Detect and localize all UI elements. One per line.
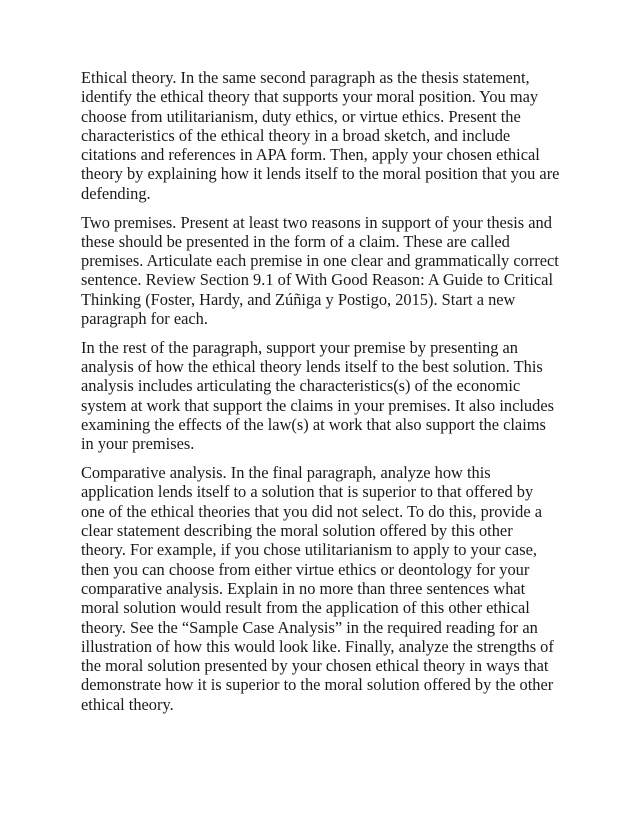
paragraph-premise-support: In the rest of the paragraph, support your premise by presenting an analysis of how the ethical theory lends itself to the best solution. This analysis includes articulating the characteristics(s) of the economic system at work that support the claims in your premises. It also includes examining the effects of the law(s) at work that also support the claims in your premises. [81,337,554,454]
document-body [81,68,581,724]
paragraph-two-premises: Two premises. Present at least two reasons in support of your thesis and these should be presented in the form of a claim. These are called premises. Articulate each premise in one clear and grammatically correct sentence. Review Section 9.1 of With Good Reason: A Guide to Critical Thinking (Foster, Hardy, and Zúñiga y Postigo, 2015). Start a new paragraph for each. [81,212,559,329]
paragraph-comparative-analysis: Comparative analysis. In the final paragraph, analyze how this application lends itself to a solution that is superior to that offered by one of the ethical theories that you did not select. To do this, provide a clear statement describing the moral solution offered by this other theory. For example, if you chose utilitarianism to apply to your case, then you can choose from either virtue ethics or deontology for your comparative analysis. Explain in no more than three sentences what moral solution would result from the application of this other ethical theory. See the “Sample Case Analysis” in the required reading for an illustration of how this would look like. Finally, analyze the strengths of the moral solution presented by your chosen ethical theory in ways that demonstrate how it is superior to the moral solution offered by the other ethical theory. [81,463,554,714]
paragraph-ethical-theory: Ethical theory. In the same second paragraph as the thesis statement, identify the ethical theory that supports your moral position. You may choose from utilitarianism, duty ethics, or virtue ethics. Present the characteristics of the ethical theory in a broad sketch, and include citations and references in APA form. Then, apply your chosen ethical theory by explaining how it lends itself to the moral position that you are defending. [81,68,560,203]
